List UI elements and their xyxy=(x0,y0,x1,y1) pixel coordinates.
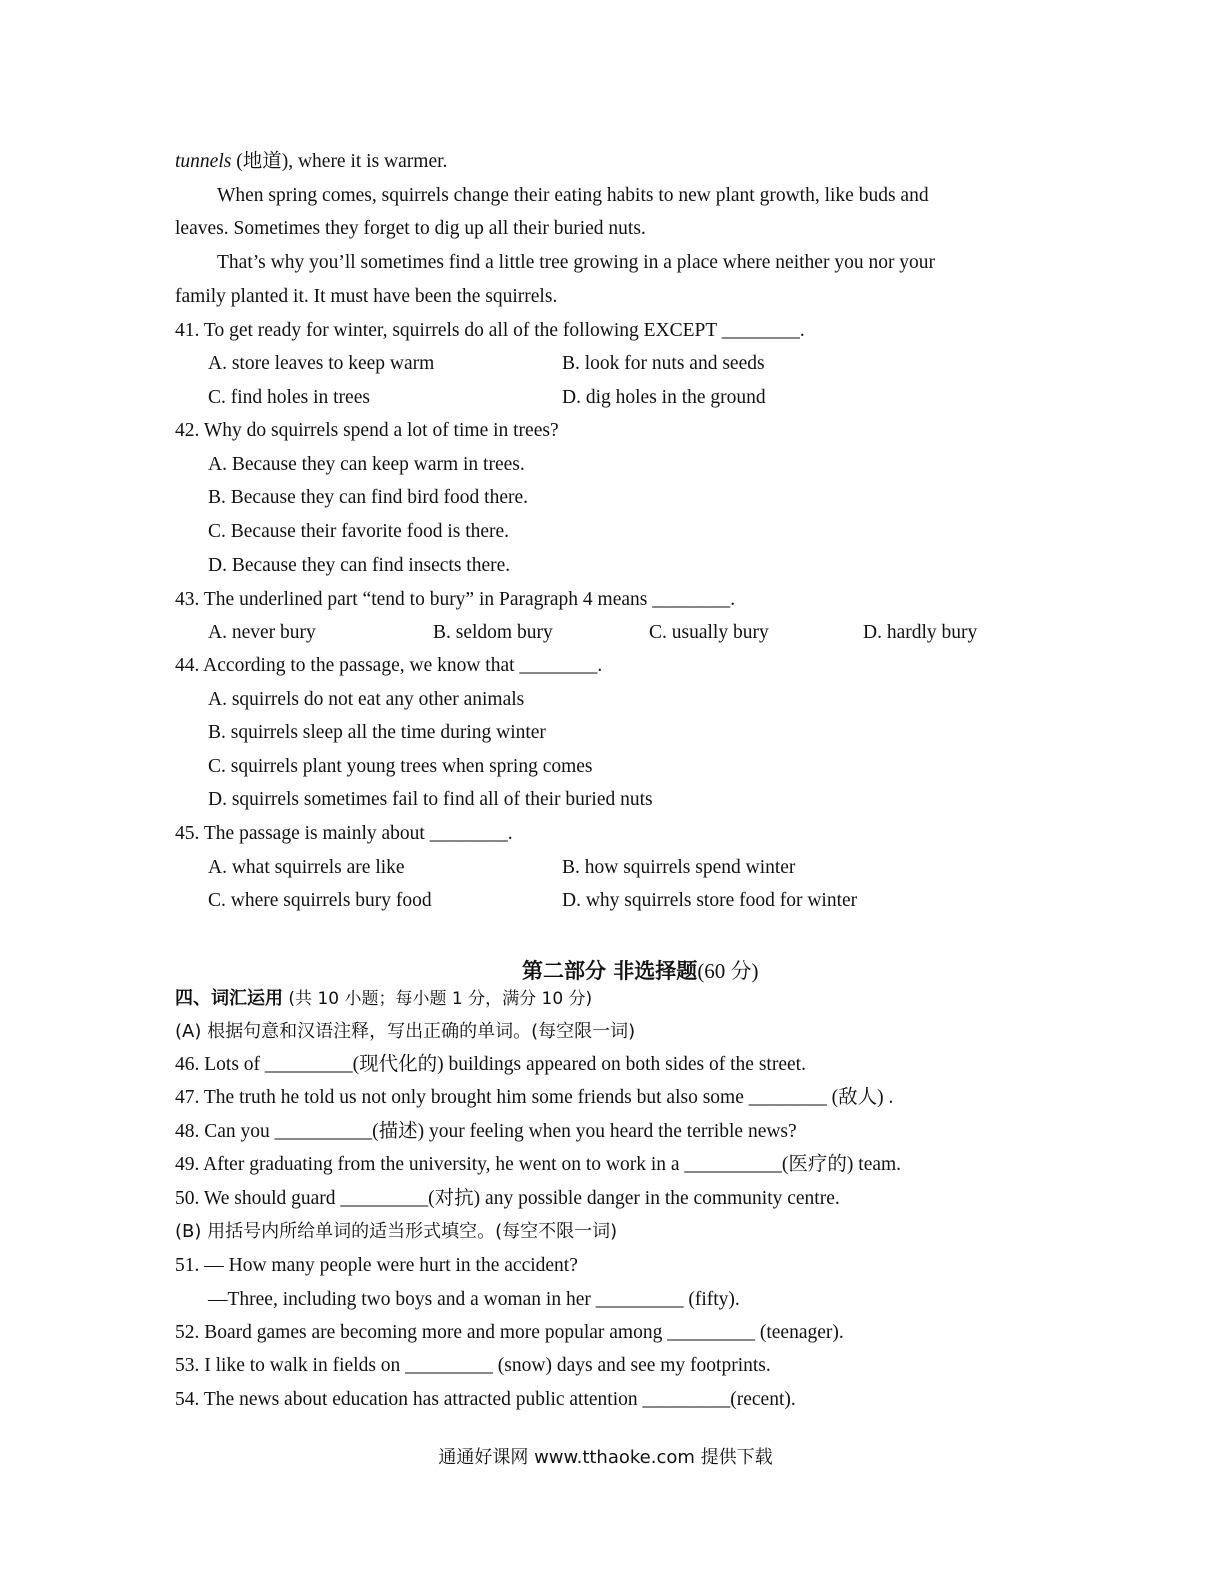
section-four-heading: 四、词汇运用 (共 10 小题；每小题 1 分，满分 10 分) xyxy=(175,988,593,1009)
q44-option-b: B. squirrels sleep all the time during winter xyxy=(208,722,546,743)
q42-stem: 42. Why do squirrels spend a lot of time in trees? xyxy=(175,420,559,441)
q45-option-b: B. how squirrels spend winter xyxy=(562,857,796,878)
q44-stem: 44. According to the passage, we know that ________. xyxy=(175,655,603,676)
q47: 47. The truth he told us not only brought him some friends but also some ________ (敌人) . xyxy=(175,1087,894,1108)
sub-a-instruction: (A) 根据句意和汉语注释，写出正确的单词。(每空限一词) xyxy=(175,1021,636,1042)
q41-option-b: B. look for nuts and seeds xyxy=(562,353,765,374)
q43-option-a: A. never bury xyxy=(208,622,316,643)
passage-line-1: tunnels (地道), where it is warmer. xyxy=(175,151,448,172)
q41-option-d: D. dig holes in the ground xyxy=(562,387,766,408)
q45-option-a: A. what squirrels are like xyxy=(208,857,405,878)
q44-option-c: C. squirrels plant young trees when spring comes xyxy=(208,756,593,777)
q43-stem: 43. The underlined part “tend to bury” in Paragraph 4 means ________. xyxy=(175,589,736,610)
q50: 50. We should guard _________(对抗) any possible danger in the community centre. xyxy=(175,1188,840,1209)
page-footer: 通通好课网 www.tthaoke.com 提供下载 xyxy=(438,1447,773,1468)
q51-question: 51. — How many people were hurt in the accident? xyxy=(175,1255,578,1276)
q54: 54. The news about education has attracted public attention _________(recent). xyxy=(175,1389,796,1410)
q45-option-d: D. why squirrels store food for winter xyxy=(562,890,858,911)
passage-p5-line-2: leaves. Sometimes they forget to dig up all their buried nuts. xyxy=(175,218,646,239)
q46: 46. Lots of _________(现代化的) buildings appeared on both sides of the street. xyxy=(175,1054,806,1075)
q41-option-a: A. store leaves to keep warm xyxy=(208,353,435,374)
q42-option-c: C. Because their favorite food is there. xyxy=(208,521,510,542)
q43-option-c: C. usually bury xyxy=(649,622,769,643)
q41-option-c: C. find holes in trees xyxy=(208,387,370,408)
sub-b-instruction: (B) 用括号内所给单词的适当形式填空。(每空不限一词) xyxy=(175,1221,618,1242)
q48: 48. Can you __________(描述) your feeling when you heard the terrible news? xyxy=(175,1121,797,1142)
q44-option-a: A. squirrels do not eat any other animals xyxy=(208,689,525,710)
q42-option-a: A. Because they can keep warm in trees. xyxy=(208,454,525,475)
q45-stem: 45. The passage is mainly about ________. xyxy=(175,823,513,844)
passage-p6-line-1: That’s why you’ll sometimes find a little tree growing in a place where neither you nor your xyxy=(217,252,936,273)
q52: 52. Board games are becoming more and more popular among _________ (teenager). xyxy=(175,1322,844,1343)
passage-p6-line-2: family planted it. It must have been the squirrels. xyxy=(175,286,558,307)
q43-option-d: D. hardly bury xyxy=(863,622,978,643)
italic-word: tunnels xyxy=(175,151,232,172)
q45-option-c: C. where squirrels bury food xyxy=(208,890,432,911)
q44-option-d: D. squirrels sometimes fail to find all of their buried nuts xyxy=(208,789,653,810)
q42-option-d: D. Because they can find insects there. xyxy=(208,555,511,576)
part-two-heading: 第二部分 非选择题(60 分) xyxy=(522,959,759,983)
q49: 49. After graduating from the university, he went on to work in a __________(医疗的) team. xyxy=(175,1154,902,1175)
q43-option-b: B. seldom bury xyxy=(433,622,553,643)
q53: 53. I like to walk in fields on _________ (snow) days and see my footprints. xyxy=(175,1355,771,1376)
q51-answer: —Three, including two boys and a woman in her _________ (fifty). xyxy=(208,1289,740,1310)
q42-option-b: B. Because they can find bird food there. xyxy=(208,487,529,508)
passage-p5-line-1: When spring comes, squirrels change their eating habits to new plant growth, like buds and xyxy=(217,185,929,206)
q41-stem: 41. To get ready for winter, squirrels do all of the following EXCEPT ________. xyxy=(175,320,805,341)
